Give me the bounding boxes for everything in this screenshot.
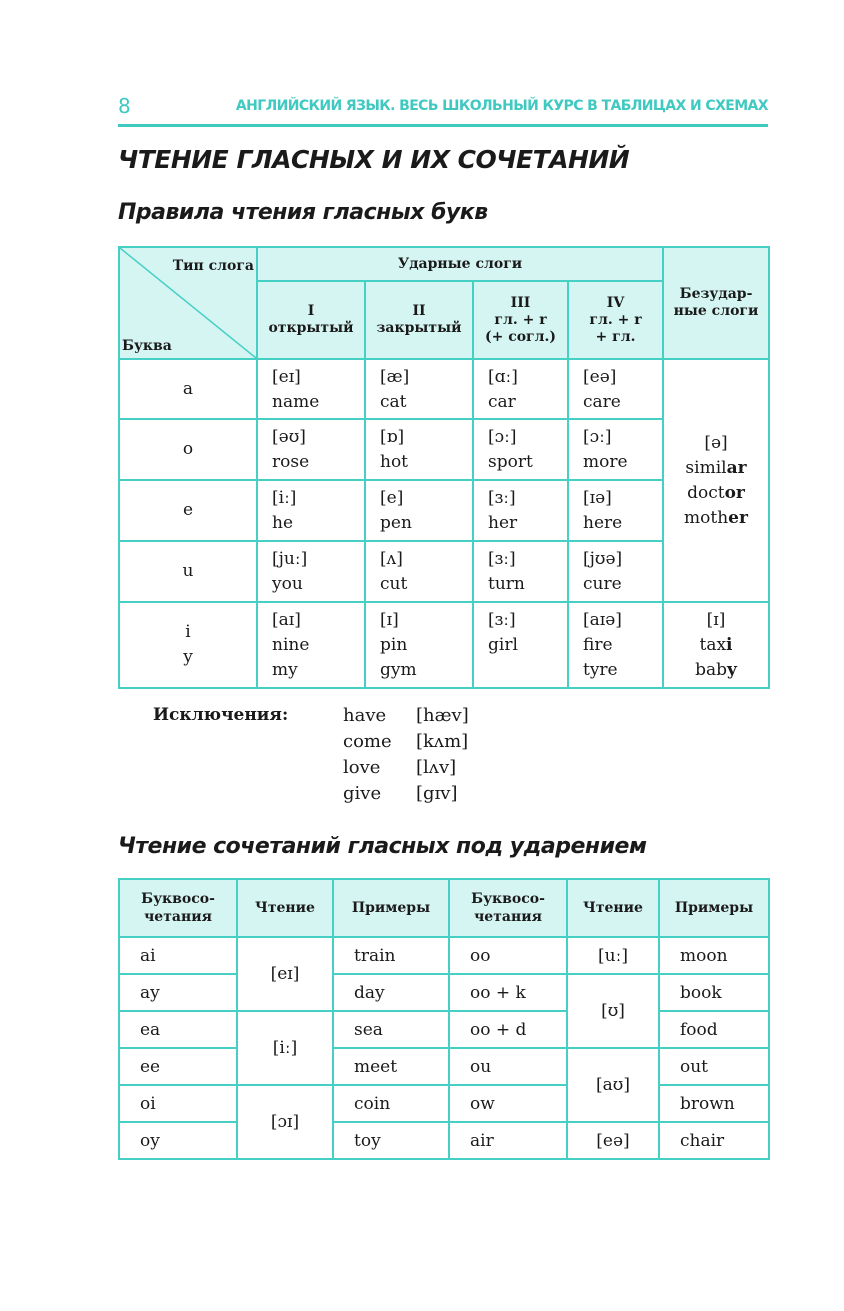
exception-transcription: [kʌm] [416,731,469,752]
reading-cell [365,359,473,419]
column-numeral: II [412,303,426,319]
column-label: (+ согл.) [484,328,557,345]
reading-cell [568,480,663,541]
transcription: [ə] [704,432,728,453]
transcription: [aɪə] [583,610,622,630]
exceptions-block [153,705,553,811]
combination-cell: air [449,1122,567,1159]
example-word: name [272,392,320,412]
header-combination [449,879,567,937]
combination-cell: ow [449,1085,567,1122]
transcription: [æ] [380,367,410,387]
transcription: [ɔː] [488,427,517,447]
row-letter: u [119,541,257,602]
reading-cell: [eə] [567,1122,659,1159]
reading-cell: [uː] [567,937,659,974]
transcription: [juː] [272,549,308,569]
example-word: here [583,513,623,533]
example-word: cure [583,574,622,594]
word-base: doct [687,482,725,503]
example-cell: brown [659,1085,769,1122]
transcription: [ɑː] [488,367,518,387]
exception-word: love [343,757,381,778]
column-label: гл. + r [494,311,547,328]
example-word: tyre [583,660,618,680]
example-word: pin [380,635,408,655]
example-cell: food [659,1011,769,1048]
exception-transcription: [gɪv] [416,783,458,804]
word-ending: er [728,507,748,528]
word-ending: y [727,659,737,680]
column-label: закрытый [376,320,462,336]
word-ending: or [724,482,745,503]
example-word [664,506,768,531]
transcription: [ʌ] [380,549,403,569]
transcription: [ɪ] [380,610,399,630]
running-title: АНГЛИЙСКИЙ ЯЗЫК. ВЕСЬ ШКОЛЬНЫЙ КУРС В ТАБЛИЦАХ И СХЕМАХ [235,98,768,114]
page-header [118,94,768,127]
transcription: [iː] [272,488,297,508]
example-word: fire [583,635,613,655]
table-row [119,974,769,1011]
stressed-header: Ударные слоги [257,247,663,281]
subsection-title-vowels: Правила чтения гласных букв [118,200,488,225]
transcription: [ɒ] [380,427,405,447]
transcription: [ɪ] [706,609,726,630]
example-cell: sea [333,1011,449,1048]
table-row [119,1122,769,1159]
reading-cell [365,419,473,480]
table-row [119,1011,769,1048]
section-title: ЧТЕНИЕ ГЛАСНЫХ И ИХ СОЧЕТАНИЙ [118,145,630,174]
column-header-vowel-r-consonant [473,281,568,359]
table-row [119,602,769,688]
example-word: gym [380,660,417,680]
example-word: pen [380,513,412,533]
example-cell: out [659,1048,769,1085]
combination-cell: ai [119,937,237,974]
reading-cell [473,480,568,541]
column-header-vowel-r-vowel [568,281,663,359]
reading-cell [568,419,663,480]
vowel-combinations-table [118,878,770,1160]
example-word [664,481,768,506]
reading-cell [257,480,365,541]
letter-y: y [183,647,193,667]
header-line: четания [474,909,542,925]
example-word [664,456,768,481]
unstressed-header-line: ные слоги [673,303,759,319]
reading-cell [257,541,365,602]
example-cell: chair [659,1122,769,1159]
combination-cell: oo [449,937,567,974]
transcription: [eɪ] [272,367,301,387]
header-line: Буквосо- [141,891,215,907]
word-base: moth [684,507,729,528]
reading-cell [568,602,663,688]
header-reading: Чтение [237,879,333,937]
combination-cell: ea [119,1011,237,1048]
transcription: [ɜː] [488,488,516,508]
reading-cell: [eɪ] [237,937,333,1011]
reading-cell [365,541,473,602]
example-cell: moon [659,937,769,974]
header-line: четания [144,909,212,925]
column-label: гл. + r [589,311,642,328]
reading-cell [473,419,568,480]
exception-word: give [343,783,382,804]
example-word: hot [380,452,409,472]
letter-i: i [185,622,191,642]
reading-cell [473,541,568,602]
header-examples: Примеры [333,879,449,937]
transcription: [ɔː] [583,427,612,447]
unstressed-schwa-cell [663,359,769,602]
column-header-open [257,281,365,359]
reading-cell [257,359,365,419]
reading-cell: [aʊ] [567,1048,659,1122]
example-word: rose [272,452,310,472]
column-label: + гл. [595,328,636,345]
combination-cell: ou [449,1048,567,1085]
table-row [119,1048,769,1085]
table-row [119,937,769,974]
header-line: Буквосо- [471,891,545,907]
diagonal-header-cell [119,247,257,359]
example-cell: toy [333,1122,449,1159]
exception-transcription: [hæv] [416,705,469,726]
exceptions-label: Исключения: [153,705,289,725]
example-word: nine [272,635,310,655]
row-letter [119,602,257,688]
transcription: [aɪ] [272,610,301,630]
unstressed-header [663,247,769,359]
header-reading: Чтение [567,879,659,937]
combination-cell: oy [119,1122,237,1159]
unstressed-i-cell [663,602,769,688]
exception-transcription: [lʌv] [416,757,457,778]
reading-cell [257,419,365,480]
example-cell: train [333,937,449,974]
page-number: 8 [118,94,131,118]
row-letter: a [119,359,257,419]
transcription: [jʊə] [583,549,623,569]
transcription: [eə] [583,367,617,387]
subsection-title-combinations: Чтение сочетаний гласных под ударением [118,834,647,859]
example-word: car [488,392,516,412]
transcription: [əʊ] [272,427,306,447]
example-word: more [583,452,628,472]
reading-cell: [ɔɪ] [237,1085,333,1159]
column-label: открытый [268,320,354,336]
table-row [119,359,769,419]
column-numeral: IV [606,294,625,311]
word-base: tax [699,634,727,655]
reading-cell [365,602,473,688]
reading-cell [257,602,365,688]
exception-word: have [343,705,387,726]
column-header-closed [365,281,473,359]
example-word: care [583,392,621,412]
example-word: cut [380,574,408,594]
combination-cell: oo + k [449,974,567,1011]
header-examples: Примеры [659,879,769,937]
combination-cell: ee [119,1048,237,1085]
reading-cell: [ʊ] [567,974,659,1048]
example-word: girl [488,635,518,655]
word-base: bab [695,659,727,680]
column-numeral: I [307,303,315,319]
table-row [119,1085,769,1122]
example-word: cat [380,392,407,412]
reading-cell [365,480,473,541]
example-word: sport [488,452,533,472]
transcription: [ɜː] [488,610,516,630]
example-cell: day [333,974,449,1011]
reading-cell [473,359,568,419]
example-word: you [272,574,303,594]
word-ending: ar [726,457,747,478]
example-cell: meet [333,1048,449,1085]
column-numeral: III [510,294,531,311]
combination-cell: oi [119,1085,237,1122]
letter-label: Буква [122,338,172,354]
row-letter: o [119,419,257,480]
exception-word: come [343,731,392,752]
example-cell: book [659,974,769,1011]
reading-cell: [iː] [237,1011,333,1085]
example-word: turn [488,574,525,594]
reading-cell [568,359,663,419]
unstressed-header-line: Безудар- [679,286,753,302]
word-ending: i [726,634,733,655]
transcription: [ɪə] [583,488,612,508]
transcription: [ɜː] [488,549,516,569]
example-word: her [488,513,518,533]
example-word: my [272,660,298,680]
reading-cell [473,602,568,688]
combination-cell: ay [119,974,237,1011]
combination-cell: oo + d [449,1011,567,1048]
reading-cell [568,541,663,602]
syllable-type-label: Тип слога [172,258,254,274]
example-cell: coin [333,1085,449,1122]
row-letter: e [119,480,257,541]
header-combination [119,879,237,937]
example-word [664,633,768,658]
transcription: [e] [380,488,404,508]
example-word [664,658,768,683]
vowel-reading-table [118,246,770,689]
example-word: he [272,513,294,533]
word-base: simil [685,457,727,478]
